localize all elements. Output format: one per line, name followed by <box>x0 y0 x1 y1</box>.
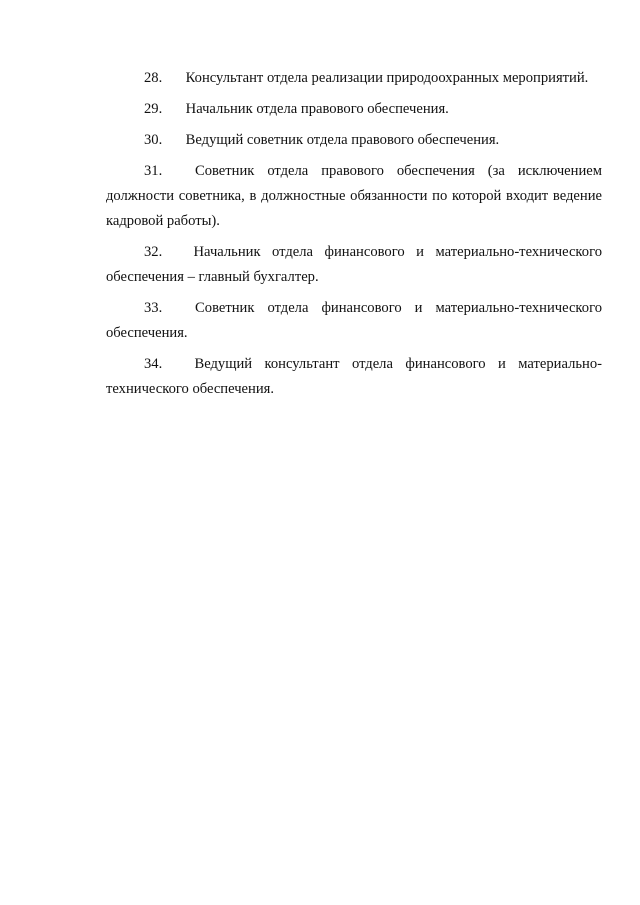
item-text: Ведущий советник отдела правового обеспечения. <box>185 132 500 148</box>
document-body <box>106 66 602 408</box>
list-item <box>106 128 602 153</box>
item-number: 33. <box>144 300 163 316</box>
list-item <box>106 296 602 346</box>
list-item <box>106 66 602 91</box>
item-number: 32. <box>144 244 163 260</box>
list-item <box>106 97 602 122</box>
item-number: 31. <box>144 163 163 179</box>
item-number: 34. <box>144 356 163 372</box>
list-item <box>106 240 602 290</box>
item-text: Начальник отдела правового обеспечения. <box>185 101 449 117</box>
item-number: 29. <box>144 101 163 117</box>
list-item <box>106 352 602 402</box>
item-text: Консультант отдела реализации природоохранных мероприятий. <box>185 70 589 86</box>
item-number: 30. <box>144 132 163 148</box>
item-number: 28. <box>144 70 163 86</box>
list-item <box>106 159 602 234</box>
item-text: Ведущий консультант отдела финансового и материально-технического обеспечения. <box>106 356 602 397</box>
item-text: Начальник отдела финансового и материально-технического обеспечения – главный бухгалтер. <box>106 244 602 285</box>
item-text: Советник отдела финансового и материально-технического обеспечения. <box>106 300 602 341</box>
item-text: Советник отдела правового обеспечения (за исключением должности советника, в должностные обязанности по которой входит ведение кадровой работы). <box>106 163 602 229</box>
